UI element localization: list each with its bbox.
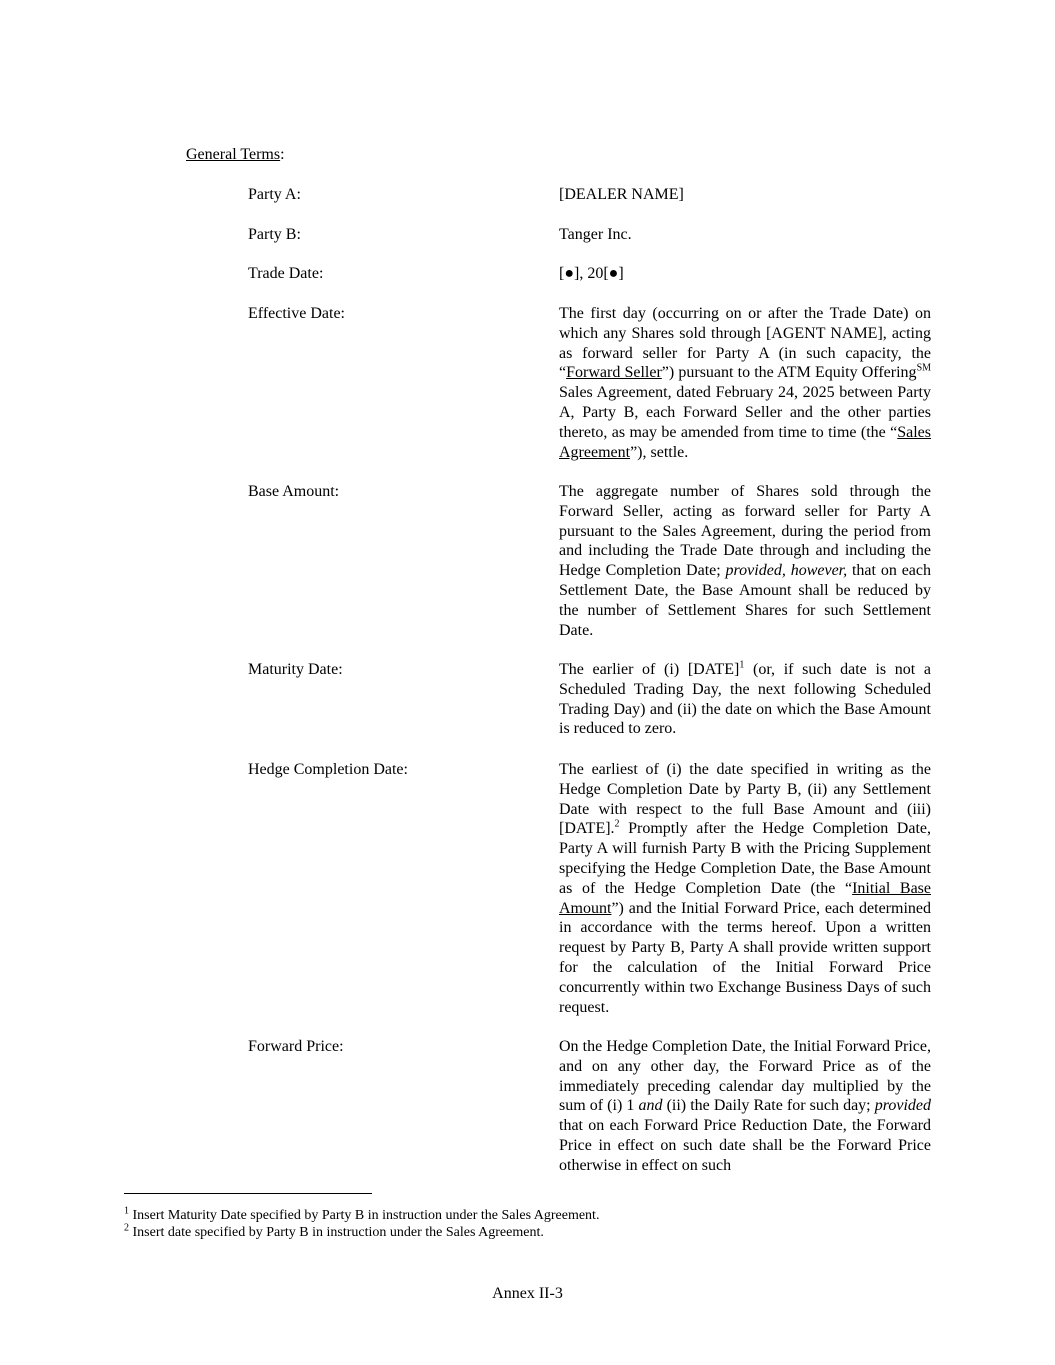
term-value-party-a: [DEALER NAME] (559, 186, 684, 203)
base-amount-proviso: provided, however, (725, 562, 848, 580)
term-value-forward-price (559, 1037, 931, 1176)
footnote-ref-1: 1 (739, 659, 745, 671)
defined-term-forward-seller: Forward Seller (566, 364, 662, 382)
term-value-base-amount (559, 482, 931, 640)
base-amount-text-1: The aggregate number of Shares sold through the Forward Seller, acting as forward seller for Party A pursuant to the Sales Agreement, during the period from and including the Trade Date through and including the Hedge Completion Date; (559, 483, 931, 580)
term-label-maturity-date: Maturity Date: (248, 661, 343, 678)
term-value-effective-date (559, 304, 931, 462)
effective-date-text-3: Sales Agreement, dated February 24, 2025 between Party A, Party B, each Forward Seller and the other parties thereto, as may be amended from time to time (the “ (559, 384, 931, 441)
footnote-2 (124, 1224, 544, 1241)
forward-price-text-3: that on each Forward Price Reduction Date, the Forward Price in effect on such date shall be the Forward Price otherwise in effect on such (559, 1117, 931, 1174)
footnote-ref-2: 2 (614, 819, 620, 831)
term-label-party-b: Party B: (248, 226, 301, 243)
section-heading-colon: : (280, 146, 285, 163)
footnote-separator (124, 1193, 372, 1194)
footnote-2-number: 2 (124, 1222, 129, 1234)
footnote-2-text: Insert date specified by Party B in instruction under the Sales Agreement. (129, 1225, 544, 1240)
service-mark: SM (916, 363, 932, 375)
term-value-trade-date: [●], 20[●] (559, 265, 624, 282)
page-footer: Annex II-3 (492, 1285, 563, 1302)
forward-price-proviso: provided (874, 1097, 931, 1115)
term-label-hedge-completion-date: Hedge Completion Date: (248, 761, 408, 778)
effective-date-text-2: ”) pursuant to the ATM Equity Offering (661, 364, 917, 382)
defined-term-sales-agreement: Sales Agreement (559, 423, 931, 461)
maturity-date-text-2: (or, if such date is not a Scheduled Trading Day, the next following Scheduled Trading Day) and (ii) the date on which the Base Amount is reduced to zero. (559, 661, 931, 738)
section-heading-label: General Terms (186, 146, 281, 163)
defined-term-initial-base-amount: Initial Base Amount (559, 879, 931, 917)
hedge-completion-text-3: ”) and the Initial Forward Price, each determined in accordance with the terms hereof. Upon a written request by Party B, Party A shall provide written support for the calculation of the Initial Forward Price concurrently within two Exchange Business Days of such request. (559, 899, 931, 1016)
term-label-forward-price: Forward Price: (248, 1038, 344, 1055)
base-amount-text-2: that on each Settlement Date, the Base Amount shall be reduced by the number of Settlement Shares for such Settlement Date. (559, 562, 931, 639)
footnote-1-text: Insert Maturity Date specified by Party B in instruction under the Sales Agreement. (129, 1208, 600, 1223)
term-value-party-b: Tanger Inc. (559, 226, 632, 243)
footnote-1-number: 1 (124, 1205, 129, 1217)
effective-date-text-1: The first day (occurring on or after the Trade Date) on which any Shares sold through [AGENT NAME], acting as forward seller for Party A (in such capacity, the “ (559, 305, 931, 382)
term-value-hedge-completion-date (559, 760, 931, 1017)
forward-price-and: and (638, 1097, 663, 1115)
term-label-trade-date: Trade Date: (248, 265, 324, 282)
term-value-maturity-date (559, 660, 931, 739)
hedge-completion-text-1: The earliest of (i) the date specified in writing as the Hedge Completion Date by Party B, (ii) any Settlement Date with respect to the full Base Amount and (iii) [DATE]. (559, 761, 931, 838)
section-heading (186, 145, 285, 165)
term-label-party-a: Party A: (248, 186, 301, 203)
hedge-completion-text-2: Promptly after the Hedge Completion Date, Party A will furnish Party B with the Pricing Supplement specifying the Hedge Completion Date, the Base Amount as of the Hedge Completion Date (the “ (559, 820, 931, 897)
forward-price-text-1: On the Hedge Completion Date, the Initial Forward Price, and on any other day, the Forward Price as of the immediately preceding calendar day multiplied by the sum of (i) 1 (559, 1038, 931, 1115)
forward-price-text-2: (ii) the Daily Rate for such day; (662, 1097, 875, 1115)
maturity-date-text-1: The earlier of (i) [DATE] (559, 661, 740, 678)
footnote-1 (124, 1207, 599, 1224)
effective-date-text-4: ”), settle. (630, 443, 689, 461)
term-label-base-amount: Base Amount: (248, 483, 340, 500)
term-label-effective-date: Effective Date: (248, 305, 345, 322)
